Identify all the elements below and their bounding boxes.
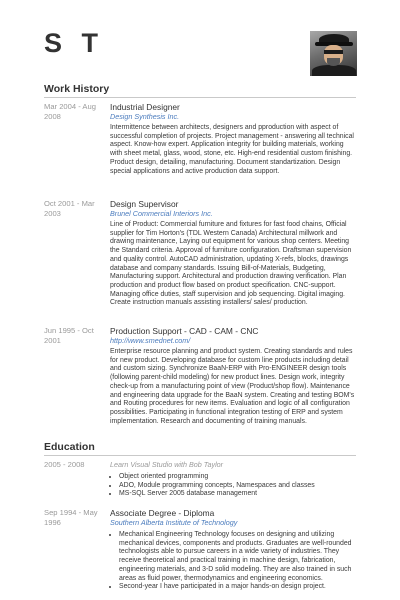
name-initials: S T xyxy=(44,28,105,58)
entry-description: Line of Product: Commercial furniture and fixtures for fast food chains, Official supplier for Tim Horton's (TDL Western Canada) Architectural millwork and drawing maintenance, Laying out equipment for various shop centers. Meeting the Standard criteria. Approval of furniture configuration. Draftsman supervision and quality control. AutoCAD administration, updating X-refs, blocks, drawings database and company standards. Issuing Bill-of-Materials, Budgeting, Manufacturing support. Architectural and production drawing verification. Plan production and product flow based on product specification. CNC-support. Managing office duties, staff supervision and job sequencing. Digital imaging. Create instruction manuals assisting installers/ sales/ production. xyxy=(110,221,352,307)
resume-header xyxy=(0,0,400,68)
education-heading: Education xyxy=(44,441,95,453)
entry-content xyxy=(110,326,357,426)
entry-content xyxy=(110,460,357,499)
entry-title: Production Support - CAD - CAM - CNC xyxy=(110,326,259,336)
entry-date: Mar 2004 - Aug 2008 xyxy=(44,102,96,121)
entry-company: Design Synthesis Inc. xyxy=(110,112,180,121)
entry-title: Design Supervisor xyxy=(110,199,179,209)
entry-title: Associate Degree - Diploma xyxy=(110,508,215,518)
entry-company-link[interactable]: http://www.smednet.com/ xyxy=(110,336,191,345)
entry-school: Learn Visual Studio with Bob Taylor xyxy=(110,460,224,469)
entry-bullets xyxy=(110,473,357,499)
entry-date: 2005 - 2008 xyxy=(44,460,85,469)
list-item: • Second-year I have participated in a major hands-on design project. xyxy=(119,583,357,592)
list-item: • MS-SQL Server 2005 database management xyxy=(119,490,357,499)
list-item: • Mechanical Engineering Technology focuses on designing and utilizing mechanical devices, components and products. Graduates are well-rounded technologists able to pursue careers in a wide variety of industries. They receive theoretical and practical training in machine design, fabrication, engineering materials, and 3-D solid modeling. They are also trained in such areas as fluid power, thermodynamics and engineering economics. xyxy=(119,531,357,583)
entry-company: Brunel Commercial Interiors Inc. xyxy=(110,209,213,218)
entry-date: Jun 1995 - Oct 2001 xyxy=(44,326,94,345)
entry-bullets xyxy=(110,531,357,592)
entry-date: Sep 1994 - May 1996 xyxy=(44,508,98,527)
entry-content xyxy=(110,199,357,308)
profile-photo xyxy=(310,31,357,76)
entry-content xyxy=(110,102,357,176)
entry-description: Enterprise resource planning and product system. Creating standards and rules for new product. Developing database for custom line products including detail and custom sizing. Synchronize BaaN-ERP with Pro-ENGINEER design tools (following parent-child modeling) for new product lines. Design work, integrity check-up from a manufacturing point of view (Product/shop flow). Maintenance and engineering data upgrade for the BaaN system. Creating and testing BOM's and Routing procedures for new items. Evaluation and logic of all configuration possibilities. Participating in functional integration testing of ERP and system implementation. Research and documenting of training manuals. xyxy=(110,348,355,425)
entry-school: Southern Alberta Institute of Technology xyxy=(110,518,238,527)
divider xyxy=(44,455,356,456)
entry-description: Intermittence between architects, designers and pproduction with aspect of successful completion of projects. Project management - answering all technical aspect. Know-how expert. Application integrity for building materials, working with sheet metal, glass, wood, stone, etc. High-end residential custom finishing. Product design, detailing, manufacturing. Document standartization. Design special applications and active production data support. xyxy=(110,124,354,175)
list-item: • Object oriented programming xyxy=(119,473,357,482)
divider xyxy=(44,97,356,98)
entry-content xyxy=(110,508,357,592)
list-item: • ADO, Module programming concepts, Namespaces and classes xyxy=(119,482,357,491)
entry-date: Oct 2001 - Mar 2003 xyxy=(44,199,95,218)
entry-title: Industrial Designer xyxy=(110,102,180,112)
work-history-heading: Work History xyxy=(44,83,110,95)
